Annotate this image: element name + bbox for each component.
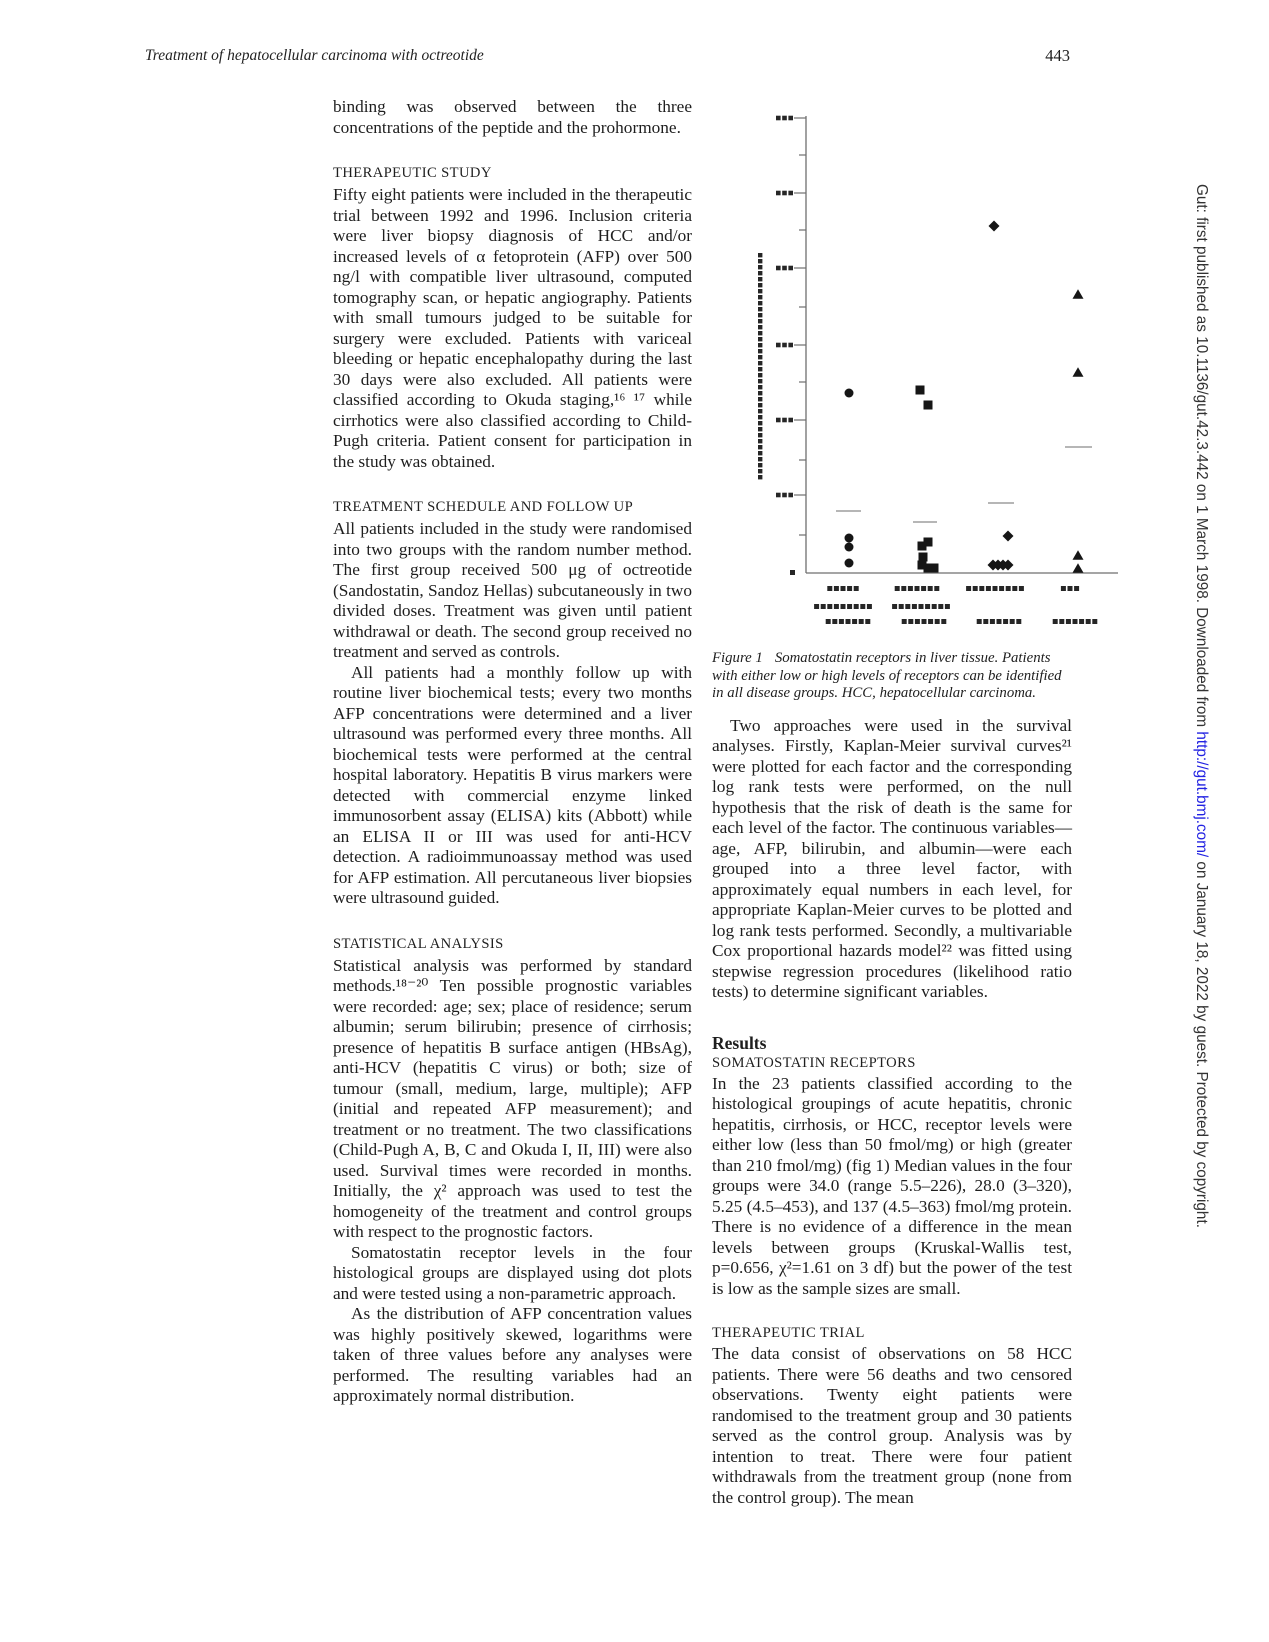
redacted-x-label: [854, 604, 859, 609]
redacted-y-title-block: [758, 391, 762, 395]
redacted-x-label: [841, 604, 846, 609]
redacted-x-label: [921, 586, 926, 591]
subheading-therapeutic-trial: THERAPEUTIC TRIAL: [712, 1325, 865, 1342]
redacted-x-label: [860, 604, 865, 609]
redacted-x-label: [997, 619, 1002, 624]
redacted-x-label: [847, 604, 852, 609]
redacted-x-label: [905, 604, 910, 609]
redacted-x-label: [1010, 619, 1015, 624]
redacted-y-label: [782, 418, 787, 423]
redacted-x-label: [902, 619, 907, 624]
marker-square: [918, 542, 927, 551]
marker-triangle: [1073, 367, 1084, 377]
marker-circle: [845, 389, 854, 398]
redacted-x-label: [1074, 586, 1079, 591]
redacted-x-label: [1073, 619, 1078, 624]
marker-square: [919, 553, 928, 562]
sidebar-citation: [1188, 184, 1210, 1324]
redacted-x-label: [867, 604, 872, 609]
redacted-x-label: [892, 604, 897, 609]
redacted-y-title-block: [758, 319, 762, 323]
page-number: 443: [1045, 46, 1070, 65]
redacted-x-label: [922, 619, 927, 624]
redacted-x-label: [1003, 619, 1008, 624]
redacted-y-title-block: [758, 427, 762, 431]
redacted-y-title-block: [758, 421, 762, 425]
redacted-y-title-block: [758, 331, 762, 335]
redacted-x-label: [928, 586, 933, 591]
redacted-x-label: [934, 586, 939, 591]
redacted-x-label: [1016, 619, 1021, 624]
redacted-x-label: [999, 586, 1004, 591]
marker-triangle: [1073, 550, 1084, 560]
redacted-y-title-block: [758, 409, 762, 413]
marker-diamond: [989, 221, 1000, 232]
redacted-y-label: [788, 116, 793, 121]
marker-triangle: [1073, 563, 1084, 573]
redacted-x-label: [935, 619, 940, 624]
redacted-x-label: [919, 604, 924, 609]
paragraph-therapeutic-trial: The data consist of observations on 58 HCC patients. There were 56 deaths and two censored observations. Twenty eight patients were randomised to the treatment group and 30 patients served as the control group. Analysis was by intention to treat. There were four patient withdrawals from the treatment group (none from the control group). The mean: [712, 1344, 1072, 1507]
redacted-y-label: [788, 191, 793, 196]
redacted-x-label: [938, 604, 943, 609]
redacted-x-label: [1061, 586, 1066, 591]
redacted-y-title-block: [758, 379, 762, 383]
marker-circle: [845, 534, 854, 543]
redacted-x-label: [915, 619, 920, 624]
redacted-y-title-block: [758, 463, 762, 467]
redacted-y-title-block: [758, 361, 762, 365]
redacted-x-label: [899, 604, 904, 609]
paragraph-intro: binding was observed between the three concentrations of the peptide and the prohormone.: [333, 97, 692, 137]
redacted-y-title-block: [758, 313, 762, 317]
sidebar-citation-pre: Gut: first published as 10.1136/gut.42.3.442 on 1 March 1998. Downloaded from: [1193, 184, 1210, 732]
redacted-x-label: [979, 586, 984, 591]
redacted-y-label: [776, 493, 781, 498]
figure-caption: [712, 650, 1070, 703]
redacted-x-label: [859, 619, 864, 624]
redacted-y-label: [782, 266, 787, 271]
redacted-x-label: [865, 619, 870, 624]
redacted-y-label: [782, 493, 787, 498]
redacted-y-title-block: [758, 397, 762, 401]
redacted-x-label: [966, 586, 971, 591]
heading-therapeutic-study: THERAPEUTIC STUDY: [333, 165, 492, 181]
redacted-x-label: [814, 604, 819, 609]
redacted-x-label: [925, 604, 930, 609]
heading-statistical-analysis: STATISTICAL ANALYSIS: [333, 935, 504, 952]
figure-caption-text: Somatostatin receptors in liver tissue. Patients with either low or high levels of receptors can be identified in all disease groups. HCC, hepatocellular carcinoma.: [712, 650, 1062, 702]
redacted-x-label: [908, 586, 913, 591]
redacted-y-title-block: [758, 373, 762, 377]
redacted-y-title-block: [758, 475, 762, 479]
running-head: Treatment of hepatocellular carcinoma with octreotide: [145, 47, 484, 64]
heading-treatment-schedule: TREATMENT SCHEDULE AND FOLLOW UP: [333, 499, 634, 515]
heading-results: Results: [712, 1032, 767, 1053]
redacted-y-label: [782, 116, 787, 121]
redacted-x-label: [846, 619, 851, 624]
redacted-x-label: [928, 619, 933, 624]
figure-plot: [712, 100, 1072, 645]
redacted-x-label: [827, 586, 832, 591]
redacted-x-label: [839, 619, 844, 624]
redacted-x-label: [901, 586, 906, 591]
redacted-x-label: [1066, 619, 1071, 624]
redacted-y-title-block: [758, 355, 762, 359]
redacted-y-title-block: [758, 307, 762, 311]
redacted-x-label: [915, 586, 920, 591]
figure-plot-svg: [712, 100, 1172, 645]
sidebar-citation-url: http://gut.bmj.com/: [1193, 731, 1210, 858]
redacted-x-label: [1012, 586, 1017, 591]
redacted-x-label: [932, 604, 937, 609]
marker-triangle: [1073, 289, 1084, 299]
right-column-text: [712, 716, 1072, 1509]
paragraph-survival-approaches: Two approaches were used in the survival analyses. Firstly, Kaplan-Meier survival curves²¹ were plotted for each factor and the corresponding log rank tests were performed, on the null hypothesis that the risk of death is the same for each level of the factor. The continuous variables—age, AFP, bilirubin, and albumin—were each grouped into a three level factor, with approximately equal numbers in each level, for appropriate Kaplan-Meier curves to be plotted and log rank tests performed. Secondly, a multivariable Cox proportional hazards model²² was fitted using stepwise regression procedures (likelihood ratio tests) to determine significant variables.: [712, 715, 1072, 1002]
redacted-y-title-block: [758, 439, 762, 443]
marker-circle: [845, 559, 854, 568]
redacted-y-title-block: [758, 301, 762, 305]
redacted-y-title-block: [758, 253, 762, 257]
redacted-x-label: [1053, 619, 1058, 624]
redacted-y-label: [788, 418, 793, 423]
redacted-y-title-block: [758, 457, 762, 461]
redacted-x-label: [973, 586, 978, 591]
redacted-x-label: [852, 619, 857, 624]
redacted-x-label: [977, 619, 982, 624]
redacted-x-label: [841, 586, 846, 591]
paragraph-therapeutic-study: Fifty eight patients were included in the therapeutic trial between 1992 and 1996. Inclusion criteria were liver biopsy diagnosis of HCC and/or increased levels of α fetoprotein (AFP) over 500 ng/l with compatible liver ultrasound, computed tomography scan, or hepatic angiography. Patients with small tumours judged to be suitable for surgery were excluded. Patients with variceal bleeding or hepatic encephalopathy during the last 30 days were also excluded. All patients were classified according to Okuda staging,¹⁶ ¹⁷ while cirrhotics were also classified according to Child-Pugh criteria. Patient consent for participation in the study was obtained.: [333, 185, 692, 471]
redacted-y-label: [776, 191, 781, 196]
redacted-y-title-block: [758, 403, 762, 407]
redacted-y-label: [788, 266, 793, 271]
redacted-y-title-block: [758, 367, 762, 371]
redacted-x-label: [834, 604, 839, 609]
redacted-y-label: [776, 418, 781, 423]
redacted-x-label: [832, 619, 837, 624]
redacted-x-label: [908, 619, 913, 624]
redacted-x-label: [1006, 586, 1011, 591]
redacted-x-label: [1019, 586, 1024, 591]
redacted-y-title-block: [758, 469, 762, 473]
redacted-y-label: [776, 343, 781, 348]
redacted-y-label: [788, 343, 793, 348]
redacted-y-label: [782, 191, 787, 196]
redacted-x-label: [1092, 619, 1097, 624]
marker-diamond: [1003, 531, 1014, 542]
right-column: [712, 100, 1072, 1508]
redacted-y-title-block: [758, 283, 762, 287]
subheading-somatostatin-receptors: SOMATOSTATIN RECEPTORS: [712, 1054, 916, 1071]
paragraph-statistical-analysis-3: As the distribution of AFP concentration values was highly positively skewed, logarithms were taken of three values before any analyses were performed. The resulting variables had an approximately normal distribution.: [333, 1304, 692, 1405]
marker-square: [924, 401, 933, 410]
redacted-x-label: [1059, 619, 1064, 624]
redacted-y-title-block: [758, 349, 762, 353]
redacted-y-title-block: [758, 343, 762, 347]
redacted-y-label: [782, 343, 787, 348]
redacted-x-label: [993, 586, 998, 591]
redacted-y-title-block: [758, 445, 762, 449]
redacted-y-title-block: [758, 271, 762, 275]
figure-1: [712, 100, 1072, 703]
redacted-y-label: [776, 116, 781, 121]
marker-square: [916, 386, 925, 395]
redacted-x-label: [945, 604, 950, 609]
redacted-y-title-block: [758, 325, 762, 329]
redacted-y-title-block: [758, 385, 762, 389]
redacted-y-title-block: [758, 265, 762, 269]
sidebar-citation-post: on January 18, 2022 by guest. Protected by copyright.: [1193, 857, 1210, 1228]
marker-circle: [845, 543, 854, 552]
redacted-y-title-block: [758, 433, 762, 437]
paragraph-treatment-schedule-2: All patients had a monthly follow up with routine liver biochemical tests; every two months AFP concentrations were determined and a liver ultrasound was performed every three months. All biochemical tests were performed at the central hospital laboratory. Hepatitis B virus markers were detected with commercial enzyme linked immunosorbent assay (ELISA) kits (Abbott) while an ELISA II or III was used for anti-HCV detection. A radioimmunoassay method was used for AFP estimation. All percutaneous liver biopsies were ultrasound guided.: [333, 662, 692, 907]
redacted-x-label: [834, 586, 839, 591]
redacted-x-label: [990, 619, 995, 624]
redacted-x-label: [895, 586, 900, 591]
redacted-x-label: [1079, 619, 1084, 624]
redacted-x-label: [827, 604, 832, 609]
paragraph-statistical-analysis-1: Statistical analysis was performed by standard methods.¹⁸⁻²⁰ Ten possible prognostic variables were recorded: age; sex; place of residence; serum albumin; serum bilirubin; presence of cirrhosis; presence of hepatitis B surface antigen (HBsAg), anti-HCV (hepatitis C virus) or both; size of tumour (small, medium, large, multiple); AFP (initial and repeated AFP measurement); and treatment or no treatment. The two classifications (Child-Pugh A, B, C and Okuda I, II, III) were also used. Survival times were recorded in months. Initially, the χ² approach was used to test the homogeneity of the treatment and control groups with respect to the prognostic factors.: [333, 955, 692, 1241]
redacted-origin-label: [790, 570, 795, 575]
redacted-x-label: [1068, 586, 1073, 591]
redacted-y-title-block: [758, 295, 762, 299]
marker-square: [930, 564, 939, 573]
redacted-y-title-block: [758, 259, 762, 263]
redacted-x-label: [986, 586, 991, 591]
paragraph-treatment-schedule-1: All patients included in the study were randomised into two groups with the random number method. The first group received 500 μg of octreotide (Sandostatin, Sandoz Hellas) subcutaneously in two divided doses. Treatment was given until patient withdrawal or death. The second group received no treatment and served as controls.: [333, 519, 693, 661]
paragraph-statistical-analysis-2: Somatostatin receptor levels in the four histological groups are displayed using dot plots and were tested using a non-parametric approach.: [333, 1242, 692, 1303]
redacted-y-title-block: [758, 277, 762, 281]
redacted-y-label: [788, 493, 793, 498]
redacted-x-label: [912, 604, 917, 609]
redacted-x-label: [821, 604, 826, 609]
redacted-x-label: [847, 586, 852, 591]
redacted-y-title-block: [758, 337, 762, 341]
redacted-y-label: [776, 266, 781, 271]
paragraph-somatostatin-receptors: In the 23 patients classified according to the histological groupings of acute hepatitis, chronic hepatitis, cirrhosis, or HCC, receptor levels were either low (less than 50 fmol/mg) or high (greater than 210 fmol/mg) (fig 1) Median values in the four groups were 34.0 (range 5.5–226), 28.0 (3–320), 5.25 (4.5–453), and 137 (4.5–363) fmol/mg protein. There is no evidence of a difference in the mean levels between groups (Kruskal-Wallis test, p=0.656, χ²=1.61 on 3 df) but the power of the test is low as the sample sizes are small.: [712, 1073, 1072, 1298]
redacted-x-label: [1086, 619, 1091, 624]
redacted-x-label: [826, 619, 831, 624]
figure-caption-label: Figure 1: [712, 650, 763, 666]
redacted-x-label: [854, 586, 859, 591]
redacted-y-title-block: [758, 451, 762, 455]
redacted-x-label: [941, 619, 946, 624]
redacted-y-title-block: [758, 415, 762, 419]
left-column: [333, 97, 692, 1407]
redacted-x-label: [983, 619, 988, 624]
redacted-y-title-block: [758, 289, 762, 293]
